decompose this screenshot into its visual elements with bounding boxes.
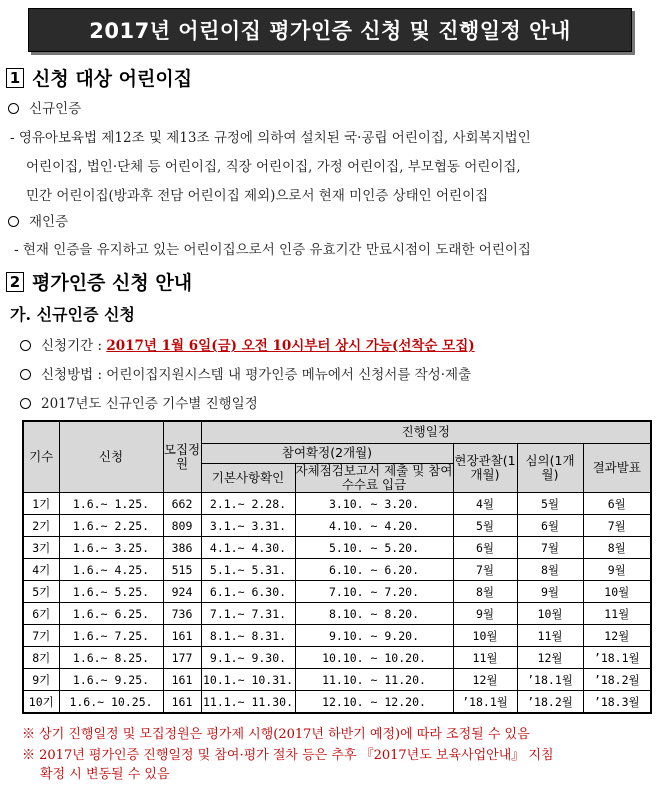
apply-period: 신청기간 : 2017년 1월 6일(금) 오전 10시부터 상시 가능(선착순 모집) [20,334,475,354]
table-cell-onsite: 7월 [453,559,517,581]
note-2: ※ 2017년 평가인증 진행일정 및 참여·평가 절차 등은 추후 『2017년도 보육사업안내』 지침 [22,748,554,763]
table-cell-self: 8.10. ~ 8.20. [295,603,453,625]
table-row [23,669,651,691]
new-cert-line-2: 어린이집, 법인·단체 등 어린이집, 직장 어린이집, 가정 어린이집, 부모협동 어린이집, [26,159,521,175]
section1-heading [6,64,192,91]
table-cell-review: 12월 [517,647,583,669]
table-cell-apply: 1.6.~ 7.25. [59,625,163,647]
item-re-cert: 재인증 [8,210,68,230]
table-row [23,493,651,515]
table-cell-result: ’18.3월 [583,691,651,714]
table-cell-onsite: 11월 [453,647,517,669]
table-row [23,691,651,714]
section2-title: 평가인증 신청 안내 [32,272,193,294]
header-progress: 진행일정 [201,421,651,443]
table-cell-self: 9.10. ~ 9.20. [295,625,453,647]
table-row [23,559,651,581]
table-cell-basic: 3.1.~ 3.31. [201,515,295,537]
table-cell-onsite: 8월 [453,581,517,603]
header-term: 기수 [23,421,59,493]
table-row [23,581,651,603]
table-cell-quota: 161 [163,669,201,691]
table-cell-apply: 1.6.~ 8.25. [59,647,163,669]
table-row [23,515,651,537]
header-apply: 신청 [59,421,163,493]
header-onsite: 현장관찰(1개월) [453,443,517,493]
table-cell-apply: 1.6.~ 10.25. [59,691,163,714]
table-cell-result: 9월 [583,559,651,581]
table-cell-basic: 2.1.~ 2.28. [201,493,295,515]
table-cell-review: 11월 [517,625,583,647]
table-cell-self: 10.10. ~ 10.20. [295,647,453,669]
table-cell-term: 6기 [23,603,59,625]
table-cell-review: ’18.1월 [517,669,583,691]
table-cell-apply: 1.6.~ 5.25. [59,581,163,603]
table-cell-quota: 177 [163,647,201,669]
table-cell-onsite: 6월 [453,537,517,559]
table-cell-basic: 5.1.~ 5.31. [201,559,295,581]
table-cell-onsite: 9월 [453,603,517,625]
table-cell-quota: 924 [163,581,201,603]
circle-bullet-icon [20,340,31,351]
header-self-report: 자체점검보고서 제출 및 참여수수료 입금 [295,462,453,492]
table-cell-result: 8월 [583,537,651,559]
table-cell-quota: 662 [163,493,201,515]
table-cell-result: 7월 [583,515,651,537]
header-result: 결과발표 [583,443,651,493]
subheading-new-cert: 가. 신규인증 신청 [10,305,135,324]
table-cell-term: 8기 [23,647,59,669]
schedule-table [22,420,652,714]
table-cell-onsite: 12월 [453,669,517,691]
table-cell-basic: 10.1.~ 10.31. [201,669,295,691]
table-cell-self: 3.10. ~ 3.20. [295,493,453,515]
header-participation: 참여확정(2개월) [201,443,453,463]
table-cell-self: 6.10. ~ 6.20. [295,559,453,581]
new-cert-line-1: - 영유아보육법 제12조 및 제13조 규정에 의하여 설치된 국·공립 어린이집, 사회복지법인 [10,130,531,146]
table-cell-result: ’18.1월 [583,647,651,669]
table-cell-term: 3기 [23,537,59,559]
table-cell-review: 8월 [517,559,583,581]
section2-heading [6,268,192,295]
header-review: 심의(1개월) [517,443,583,493]
table-cell-term: 2기 [23,515,59,537]
section1-number: 1 [6,68,24,88]
table-cell-review: 10월 [517,603,583,625]
table-cell-term: 1기 [23,493,59,515]
table-cell-quota: 161 [163,691,201,714]
table-cell-review: 5월 [517,493,583,515]
table-cell-term: 4기 [23,559,59,581]
table-cell-basic: 9.1.~ 9.30. [201,647,295,669]
table-cell-quota: 809 [163,515,201,537]
table-cell-onsite: 5월 [453,515,517,537]
circle-bullet-icon [8,103,19,114]
new-cert-line-3: 민간 어린이집(방과후 전담 어린이집 제외)으로서 현재 미인증 상태인 어린이집 [26,188,489,204]
table-cell-apply: 1.6.~ 1.25. [59,493,163,515]
section2-number: 2 [6,272,24,292]
table-cell-review: ’18.2월 [517,691,583,714]
apply-period-value: 2017년 1월 6일(금) 오전 10시부터 상시 가능(선착순 모집) [106,338,475,354]
table-cell-basic: 4.1.~ 4.30. [201,537,295,559]
circle-bullet-icon [20,398,31,409]
table-cell-result: 6월 [583,493,651,515]
table-row [23,603,651,625]
table-cell-apply: 1.6.~ 6.25. [59,603,163,625]
table-row [23,537,651,559]
table-cell-result: 10월 [583,581,651,603]
table-cell-apply: 1.6.~ 3.25. [59,537,163,559]
table-cell-basic: 8.1.~ 8.31. [201,625,295,647]
item-new-cert: 신규인증 [8,97,81,117]
table-cell-quota: 736 [163,603,201,625]
table-cell-review: 7월 [517,537,583,559]
section1-title: 신청 대상 어린이집 [32,68,193,90]
table-cell-basic: 6.1.~ 6.30. [201,581,295,603]
table-cell-onsite: ’18.1월 [453,691,517,714]
table-cell-review: 6월 [517,515,583,537]
table-cell-review: 9월 [517,581,583,603]
table-cell-onsite: 10월 [453,625,517,647]
table-cell-apply: 1.6.~ 2.25. [59,515,163,537]
table-cell-self: 7.10. ~ 7.20. [295,581,453,603]
circle-bullet-icon [20,369,31,380]
table-cell-term: 5기 [23,581,59,603]
re-cert-line-1: - 현재 인증을 유지하고 있는 어린이집으로서 인증 유효기간 만료시점이 도래한 어린이집 [14,242,531,258]
table-cell-basic: 7.1.~ 7.31. [201,603,295,625]
header-quota: 모집정원 [163,421,201,493]
table-cell-onsite: 4월 [453,493,517,515]
table-cell-quota: 161 [163,625,201,647]
note-3: 확정 시 변동될 수 있음 [40,767,170,782]
table-cell-self: 11.10. ~ 11.20. [295,669,453,691]
circle-bullet-icon [8,216,19,227]
table-cell-apply: 1.6.~ 9.25. [59,669,163,691]
table-row [23,625,651,647]
table-row [23,647,651,669]
table-cell-apply: 1.6.~ 4.25. [59,559,163,581]
note-1: ※ 상기 진행일정 및 모집정원은 평가제 시행(2017년 하반기 예정)에 따라 조정될 수 있음 [22,727,530,742]
apply-method: 신청방법 : 어린이집지원시스템 내 평가인증 메뉴에서 신청서를 작성·제출 [20,363,471,383]
table-cell-self: 5.10. ~ 5.20. [295,537,453,559]
table-cell-quota: 386 [163,537,201,559]
table-cell-term: 7기 [23,625,59,647]
schedule-label: 2017년도 신규인증 기수별 진행일정 [20,392,258,412]
table-cell-term: 9기 [23,669,59,691]
table-cell-self: 12.10. ~ 12.20. [295,691,453,714]
header-basic: 기본사항확인 [201,463,295,493]
page-title: 2017년 어린이집 평가인증 신청 및 진행일정 안내 [28,8,632,52]
table-cell-quota: 515 [163,559,201,581]
table-cell-basic: 11.1.~ 11.30. [201,691,295,714]
table-cell-result: 11월 [583,603,651,625]
table-cell-term: 10기 [23,691,59,714]
table-cell-result: 12월 [583,625,651,647]
table-cell-self: 4.10. ~ 4.20. [295,515,453,537]
table-cell-result: ’18.2월 [583,669,651,691]
